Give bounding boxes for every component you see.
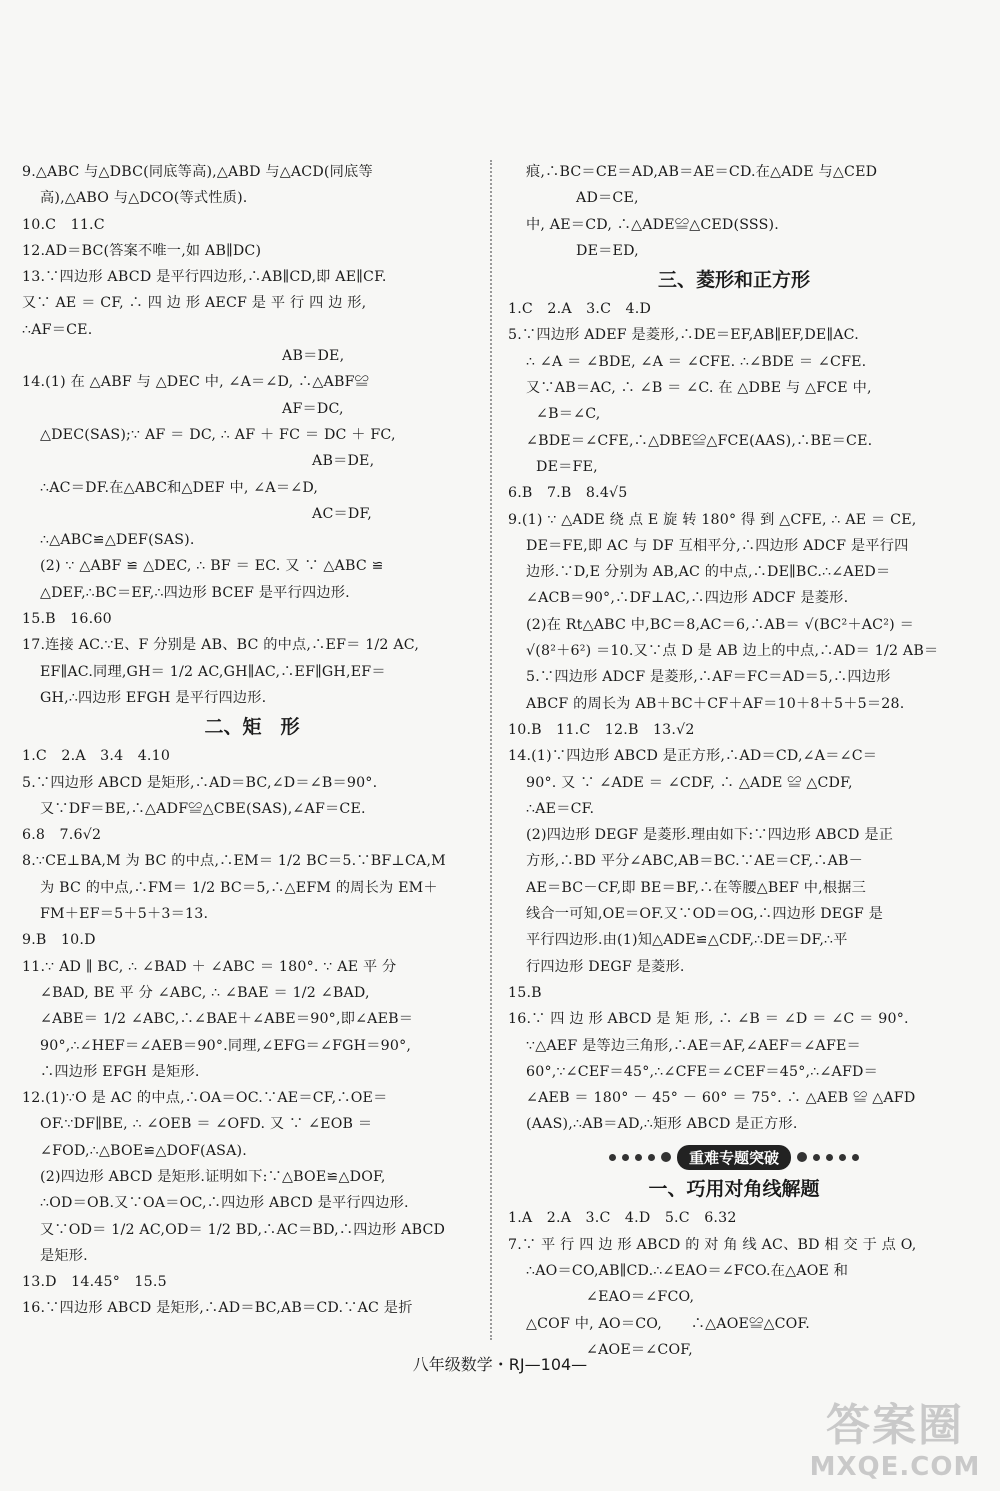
text-line: DE＝FE,即 AC 与 DF 互相平分,∴四边形 ADCF 是平行四 bbox=[526, 537, 909, 554]
text-line: 6.8 7.6√2 bbox=[22, 827, 102, 844]
banner-label: 重难专题突破 bbox=[677, 1145, 791, 1170]
text-line: ∴AE＝CF. bbox=[526, 800, 595, 817]
text-line: 7.∵ 平 行 四 边 形 ABCD 的 对 角 线 AC、BD 相 交 于 点 O, bbox=[508, 1236, 917, 1253]
text-line: ∴△ABC≌△DEF(SAS). bbox=[40, 532, 195, 549]
text-line: ∴四边形 EFGH 是矩形. bbox=[40, 1063, 200, 1080]
text-line: 1.A 2.A 3.C 4.D 5.C 6.32 bbox=[508, 1210, 737, 1227]
text-line: ∴AF＝CE. bbox=[22, 321, 93, 338]
text-line: 又∵AB＝AC, ∴ ∠B ＝ ∠C. 在 △DBE 与 △FCE 中, bbox=[526, 380, 872, 397]
text-line: 又∵OD＝ 1/2 AC,OD＝ 1/2 BD,∴AC＝BD,∴四边形 ABCD bbox=[40, 1221, 446, 1238]
bullet-dot-icon bbox=[622, 1154, 629, 1161]
watermark-title: 答案圈 bbox=[826, 1400, 964, 1451]
bullet-dot-icon bbox=[852, 1154, 859, 1161]
text-line: 9.B 10.D bbox=[22, 932, 96, 949]
text-line: 高),△ABO 与△DCO(等式性质). bbox=[40, 190, 248, 207]
text-line: 16.∵ 四 边 形 ABCD 是 矩 形, ∴ ∠B ＝ ∠D ＝ ∠C ＝ 90°. bbox=[508, 1011, 909, 1028]
text-line: (2)四边形 ABCD 是矩形.证明如下:∵△BOE≌△DOF, bbox=[40, 1168, 386, 1185]
text-line: ∠AOE＝∠COF, bbox=[586, 1341, 693, 1358]
text-line: △DEF,∴BC＝EF,∴四边形 BCEF 是平行四边形. bbox=[40, 584, 350, 601]
text-line: AD＝CE, bbox=[576, 190, 639, 207]
text-line: 15.B bbox=[508, 984, 542, 1001]
text-line: ∠ABE＝ 1/2 ∠ABC,∴∠BAE＋∠ABE＝90°,即∠AEB＝ bbox=[40, 1011, 414, 1028]
text-line: FM＋EF＝5＋5＋3＝13. bbox=[40, 906, 209, 923]
text-line: √(8²＋6²) ＝10.又∵点 D 是 AB 边上的中点,∴AD＝ 1/2 AB＝ bbox=[526, 643, 939, 660]
right-column bbox=[508, 160, 960, 1364]
text-line: 90°,∴∠HEF＝∠AEB＝90°.同理,∠EFG＝∠FGH＝90°, bbox=[40, 1037, 412, 1054]
bullet-dot-icon bbox=[648, 1154, 655, 1161]
page-footer: 八年级数学・RJ—104— bbox=[412, 1355, 588, 1374]
text-line: 14.(1) 在 △ABF 与 △DEC 中, ∠A＝∠D, ∴△ABF≌ bbox=[22, 374, 370, 391]
text-line: AB＝DE, bbox=[312, 453, 375, 470]
text-line: 11.∵ AD ∥ BC, ∴ ∠BAD ＋ ∠ABC ＝ 180°. ∵ AE 平 分 bbox=[22, 958, 397, 975]
text-line: 5.∵四边形 ADEF 是菱形,∴DE＝EF,AB∥EF,DE∥AC. bbox=[508, 327, 859, 344]
section-heading-rhombus-square: 三、菱形和正方形 bbox=[657, 269, 810, 292]
text-line: ABCF 的周长为 AB＋BC＋CF＋AF＝10＋8＋5＋5＝28. bbox=[526, 695, 905, 712]
text-line: AB＝DE, bbox=[282, 348, 345, 365]
text-line: 90°. 又 ∵ ∠ADE ＝ ∠CDF, ∴ △ADE ≌ △CDF, bbox=[526, 774, 853, 791]
text-line: 14.(1)∵四边形 ABCD 是正方形,∴AD＝CD,∠A＝∠C＝ bbox=[508, 748, 878, 765]
text-line: DE＝ED, bbox=[576, 242, 639, 259]
text-line: 9.△ABC 与△DBC(同底等高),△ABD 与△ACD(同底等 bbox=[22, 164, 373, 180]
text-line: 60°,∵∠CEF＝45°,∴∠CFE＝∠CEF＝45°,∴∠AFD＝ bbox=[526, 1063, 878, 1080]
text-line: 6.B 7.B 8.4√5 bbox=[508, 485, 628, 502]
text-line: (2)四边形 DEGF 是菱形.理由如下:∵四边形 ABCD 是正 bbox=[526, 827, 894, 844]
bullet-dot-icon bbox=[813, 1154, 820, 1161]
text-line: AE＝BC－CF,即 BE＝BF,∴在等腰△BEF 中,根据三 bbox=[526, 879, 867, 896]
text-line: 1.C 2.A 3.C 4.D bbox=[508, 301, 652, 318]
text-line: 线合一可知,OE＝OF.又∵OD＝OG,∴四边形 DEGF 是 bbox=[526, 906, 883, 923]
text-line: 又∵DF＝BE,∴△ADF≌△CBE(SAS),∠AF＝CE. bbox=[40, 800, 366, 817]
text-line: AF＝DC, bbox=[282, 400, 344, 417]
text-line: ∠B＝∠C, bbox=[536, 406, 601, 423]
bullet-dot-icon bbox=[839, 1154, 846, 1161]
text-line: 5.∵四边形 ADCF 是菱形,∴AF＝FC＝AD＝5,∴四边形 bbox=[526, 669, 891, 686]
text-line: 12.AD＝BC(答案不唯一,如 AB∥DC) bbox=[22, 242, 262, 259]
text-line: ∴AC＝DF.在△ABC和△DEF 中, ∠A＝∠D, bbox=[40, 479, 319, 496]
text-line: 8.∵CE⊥BA,M 为 BC 的中点,∴EM＝ 1/2 BC＝5.∵BF⊥CA,M bbox=[22, 853, 446, 870]
text-line: 痕,∴BC＝CE＝AD,AB＝AE＝CD.在△ADE 与△CED bbox=[526, 164, 878, 180]
bullet-dot-icon bbox=[661, 1152, 671, 1162]
text-line: △DEC(SAS);∵ AF ＝ DC, ∴ AF ＋ FC ＝ DC ＋ FC, bbox=[40, 426, 396, 443]
text-line: 16.∵四边形 ABCD 是矩形,∴AD＝BC,AB＝CD.∵AC 是折 bbox=[22, 1300, 413, 1317]
text-line: 又∵ AE ＝ CF, ∴ 四 边 形 AECF 是 平 行 四 边 形, bbox=[22, 295, 367, 312]
text-line: 17.连接 AC.∵E、F 分别是 AB、BC 的中点,∴EF＝ 1/2 AC, bbox=[22, 637, 420, 654]
text-line: 10.C 11.C bbox=[22, 216, 105, 233]
text-line: 15.B 16.60 bbox=[22, 611, 112, 628]
text-line: (2) ∵ △ABF ≌ △DEC, ∴ BF ＝ EC. 又 ∵ △ABC ≌ bbox=[40, 558, 384, 575]
text-line: ∴AO＝CO,AB∥CD.∴∠EAO＝∠FCO.在△AOE 和 bbox=[526, 1262, 849, 1279]
text-line: 行四边形 DEGF 是菱形. bbox=[526, 958, 685, 975]
text-line: 13.∵四边形 ABCD 是平行四边形,∴AB∥CD,即 AE∥CF. bbox=[22, 269, 387, 286]
bullet-dot-icon bbox=[609, 1154, 616, 1161]
section-heading-rectangle: 二、矩 形 bbox=[204, 716, 300, 739]
text-line: GH,∴四边形 EFGH 是平行四边形. bbox=[40, 689, 267, 706]
text-line: 12.(1)∵O 是 AC 的中点,∴OA＝OC.∵AE＝CF,∴OE＝ bbox=[22, 1090, 388, 1107]
text-line: ∵△AEF 是等边三角形,∴AE＝AF,∠AEF＝∠AFE＝ bbox=[526, 1037, 861, 1054]
text-line: 是矩形. bbox=[40, 1247, 88, 1264]
text-line: 平行四边形.由(1)知△ADE≌△CDF,∴DE＝DF,∴平 bbox=[526, 932, 848, 949]
text-line: 5.∵四边形 ABCD 是矩形,∴AD＝BC,∠D＝∠B＝90°. bbox=[22, 774, 378, 791]
text-line: DE＝FE, bbox=[536, 458, 598, 475]
text-line: ∠FOD,∴△BOE≌△DOF(ASA). bbox=[40, 1142, 247, 1159]
text-line: (2)在 Rt△ABC 中,BC＝8,AC＝6,∴AB＝ √(BC²＋AC²) ＝ bbox=[526, 616, 914, 633]
text-line: 为 BC 的中点,∴FM＝ 1/2 BC＝5,∴△EFM 的周长为 EM＋ bbox=[40, 879, 438, 896]
text-line: EF∥AC.同理,GH＝ 1/2 AC,GH∥AC,∴EF∥GH,EF＝ bbox=[40, 663, 386, 680]
text-line: 方形,∴BD 平分∠ABC,AB＝BC.∵AE＝CF,∴AB－ bbox=[526, 853, 864, 870]
text-line: ∠AEB ＝ 180° － 45° － 60° ＝ 75°. ∴ △AEB ≌ △AFD bbox=[526, 1090, 916, 1107]
text-line: 1.C 2.A 3.4 4.10 bbox=[22, 748, 171, 765]
text-line: 中, AE＝CD, ∴△ADE≌△CED(SSS). bbox=[526, 216, 779, 233]
text-line: OF.∵DF∥BE, ∴ ∠OEB ＝ ∠OFD. 又 ∵ ∠EOB ＝ bbox=[40, 1116, 373, 1133]
text-line: AC＝DF, bbox=[312, 505, 373, 522]
bullet-dot-icon bbox=[826, 1154, 833, 1161]
text-line: 10.B 11.C 12.B 13.√2 bbox=[508, 721, 695, 738]
bullet-dot-icon bbox=[797, 1152, 807, 1162]
bullet-dot-icon bbox=[635, 1154, 642, 1161]
text-line: ∠ACB＝90°,∴DF⊥AC,∴四边形 ADCF 是菱形. bbox=[526, 590, 849, 607]
text-line: ∠BDE＝∠CFE,∴△DBE≌△FCE(AAS),∴BE＝CE. bbox=[526, 432, 873, 449]
text-line: △COF 中, AO＝CO, ∴△AOE≌△COF. bbox=[526, 1315, 811, 1332]
text-line: 13.D 14.45° 15.5 bbox=[22, 1274, 167, 1291]
column-divider bbox=[490, 160, 492, 1340]
text-line: 边形.∵D,E 分别为 AB,AC 的中点,∴DE∥BC.∴∠AED＝ bbox=[526, 564, 891, 581]
text-line: ∴ ∠A ＝ ∠BDE, ∠A ＝ ∠CFE. ∴∠BDE ＝ ∠CFE. bbox=[526, 353, 867, 370]
watermark-url: MXQE.COM bbox=[809, 1452, 981, 1482]
text-line: (AAS),∴AB＝AD,∴矩形 ABCD 是正方形. bbox=[526, 1116, 798, 1133]
text-line: ∴OD＝OB.又∵OA＝OC,∴四边形 ABCD 是平行四边形. bbox=[40, 1195, 409, 1212]
left-column bbox=[22, 160, 482, 1323]
watermark-logo bbox=[800, 1400, 990, 1488]
text-line: ∠BAD, BE 平 分 ∠ABC, ∴ ∠BAE ＝ 1/2 ∠BAD, bbox=[40, 984, 370, 1001]
text-line: 9.(1) ∵ △ADE 绕 点 E 旋 转 180° 得 到 △CFE, ∴ AE ＝ CE, bbox=[508, 511, 917, 528]
special-topic-banner bbox=[508, 1142, 960, 1172]
text-line: ∠EAO＝∠FCO, bbox=[586, 1289, 695, 1306]
section-heading-diagonal: 一、巧用对角线解题 bbox=[648, 1178, 820, 1201]
